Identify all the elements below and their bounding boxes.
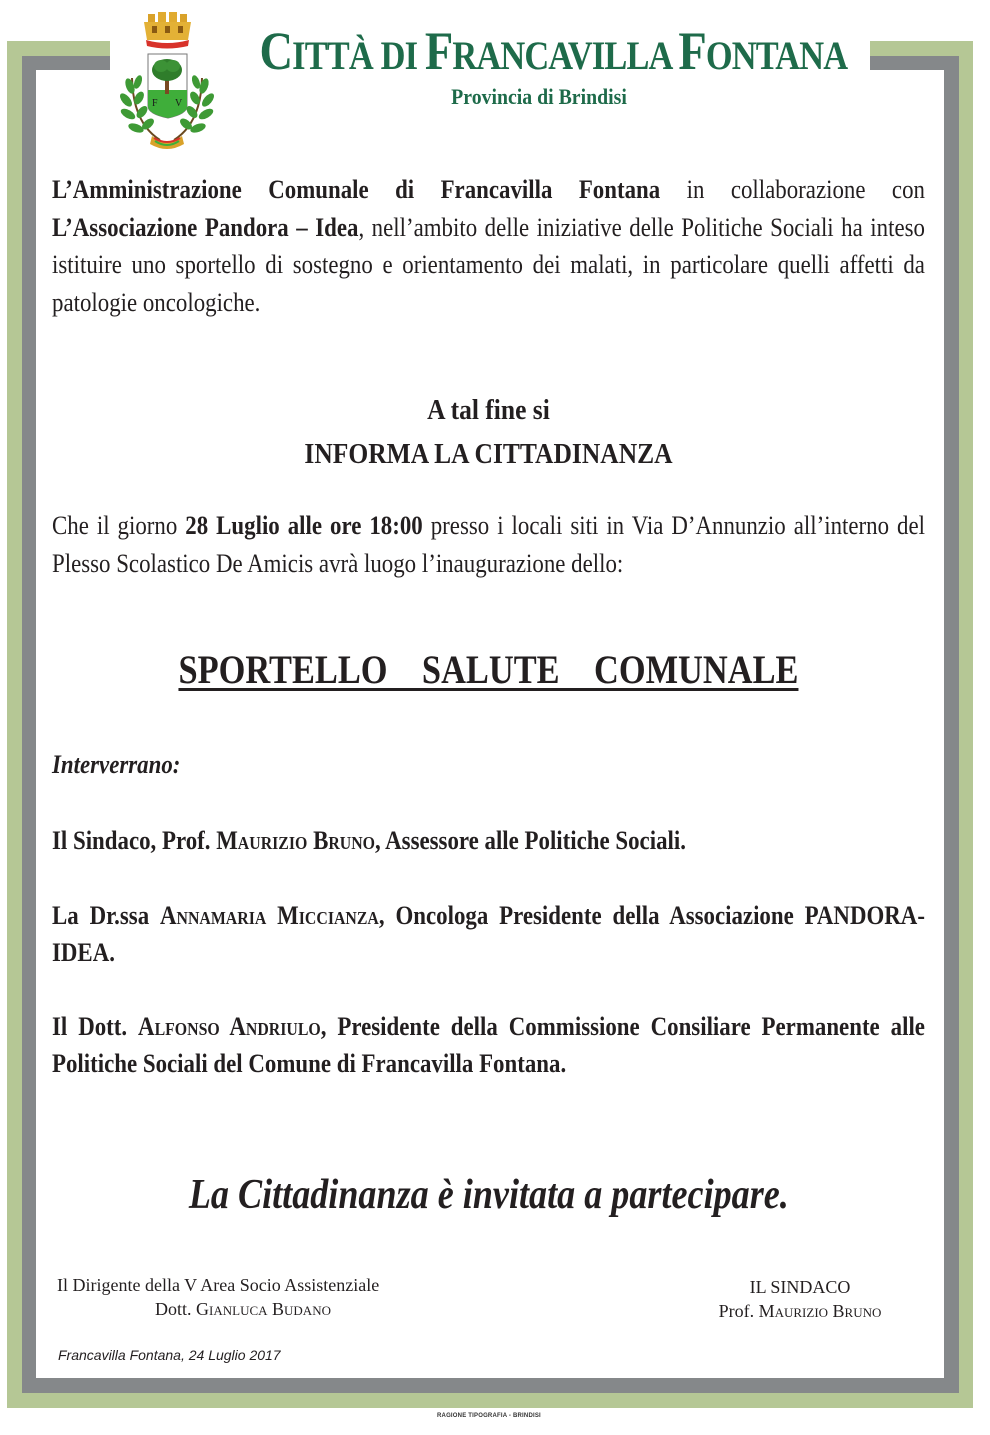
intro-paragraph: L’Amministrazione Comunale di Francavilla Fontana in collaborazione con L’Associazione Pandora – Idea, nell’ambito delle iniziative delle Politiche Sociali ha inteso istituire uno sportello di sostegno e orientamento dei malati, in particolare quelli affetti da patologie oncologiche. (52, 175, 925, 317)
speaker-item: La Dr.ssa Annamaria Miccianza, Oncologa Presidente della Associazione PANDORA-IDEA. (52, 901, 925, 967)
svg-text:F: F (152, 98, 158, 109)
mayor-name: Prof. Maurizio Bruno (718, 1301, 882, 1321)
announcement-line1: A tal fine si (427, 394, 550, 426)
signature-director (57, 1273, 429, 1321)
invitation-text: La Cittadinanza è invitata a partecipare. (188, 1172, 789, 1218)
printer-credit: RAGIONE TIPOGRAFIA - BRINDISI (437, 1413, 541, 1419)
speaker-item: Il Sindaco, Prof. Maurizio Bruno, Assessore alle Politiche Sociali. (52, 826, 686, 855)
ribbon-icon (150, 136, 184, 149)
date-line: Francavilla Fontana, 24 Luglio 2017 (58, 1347, 281, 1363)
page-subtitle: Provincia di Brindisi (451, 84, 627, 109)
announcement-line2: INFORMA LA CITTADINANZA (304, 438, 673, 470)
speaker-item: Il Dott. Alfonso Andriulo, Presidente della Commissione Consiliare Permanente alle Politiche Sociali del Comune di Francavilla Fontana. (52, 1012, 925, 1078)
shield-icon (148, 54, 187, 118)
director-role: Il Dirigente della V Area Socio Assistenziale (57, 1275, 380, 1295)
event-paragraph: Che il giorno 28 Luglio alle ore 18:00 presso i locali siti in Via D’Annunzio all’interno del Plesso Scolastico De Amicis avrà luogo l’inaugurazione dello: (52, 511, 925, 578)
announcement-heading (52, 388, 925, 476)
crown-icon (144, 12, 191, 49)
director-name: Dott. Gianluca Budano (155, 1299, 331, 1319)
service-title: SPORTELLO SALUTE COMUNALE (178, 647, 799, 692)
coat-of-arms-icon (108, 8, 223, 153)
page-title: CITTÀ DI FRANCAVILLA FONTANA (259, 21, 848, 81)
signature-mayor (700, 1275, 900, 1323)
speakers-label: Interverrano: (52, 750, 181, 779)
svg-text:V: V (175, 98, 183, 109)
mayor-role: IL SINDACO (749, 1277, 851, 1297)
